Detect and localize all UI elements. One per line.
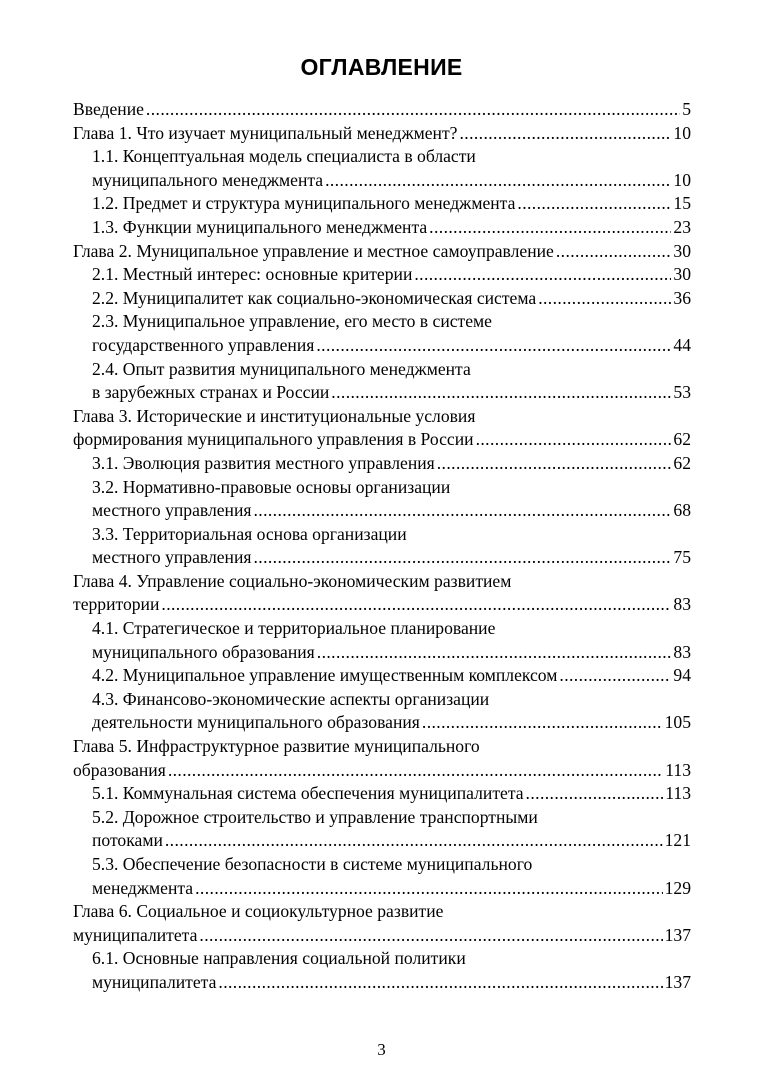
toc-entry-text: 6.1. Основные направления социальной политики [92, 948, 466, 969]
toc-entry-text: 3.2. Нормативно-правовые основы организации [92, 476, 451, 497]
toc-entry-text: 5.2. Дорожное строительство и управление транспортными [92, 806, 538, 827]
toc-entry-text: деятельности муниципального образования [92, 712, 420, 733]
toc-page-number: 137 [664, 924, 691, 945]
toc-entry-text: 2.3. Муниципальное управление, его место в системе [92, 311, 492, 332]
dot-leader [459, 122, 671, 146]
toc-line [73, 853, 691, 877]
toc-line [73, 145, 691, 169]
toc-entry-text: 2.4. Опыт развития муниципального менеджмента [92, 358, 471, 379]
dot-leader [161, 593, 671, 617]
toc-line [73, 617, 691, 641]
toc-entry-text: муниципалитета [92, 971, 217, 992]
toc-line [73, 688, 691, 712]
toc-page-number: 23 [673, 216, 691, 237]
toc-entry-text: в зарубежных странах и России [92, 382, 330, 403]
toc-entry-text: потоками [92, 830, 163, 851]
dot-leader [146, 98, 680, 122]
toc-entry-text: Глава 2. Муниципальное управление и местное самоуправление [73, 240, 554, 261]
dot-leader [325, 169, 671, 193]
toc-entry-text: муниципального образования [92, 641, 315, 662]
dot-leader [556, 240, 672, 264]
toc-entry-text: 3.1. Эволюция развития местного управления [92, 452, 435, 473]
toc-line [73, 829, 691, 853]
toc-line [73, 98, 691, 122]
toc-page-number: 10 [673, 122, 691, 143]
dot-leader [253, 499, 671, 523]
toc-line [73, 122, 691, 146]
toc-line [73, 877, 691, 901]
toc-line [73, 216, 691, 240]
toc-line [73, 240, 691, 264]
page-number: 3 [377, 1040, 386, 1059]
toc-page-number: 94 [673, 665, 691, 686]
toc-line [73, 169, 691, 193]
toc-line [73, 971, 691, 995]
toc-entry-text: 1.1. Концептуальная модель специалиста в области [92, 146, 476, 167]
toc-line [73, 593, 691, 617]
toc-line [73, 310, 691, 334]
toc-line [73, 546, 691, 570]
dot-leader [437, 452, 672, 476]
toc-page-number: 75 [673, 547, 691, 568]
toc-line [73, 924, 691, 948]
toc-page-number: 5 [682, 99, 691, 119]
toc-entry-text: территории [73, 594, 160, 615]
toc-line [73, 759, 691, 783]
toc-entry-text: Глава 6. Социальное и социокультурное развитие [73, 901, 444, 922]
toc-page-number: 68 [673, 500, 691, 521]
toc-entry-text: муниципального менеджмента [92, 169, 324, 190]
toc-entry-text: местного управления [92, 500, 252, 521]
toc-entry-text: Глава 1. Что изучает муниципальный менеджмент? [73, 122, 458, 143]
toc-page-number: 30 [673, 264, 691, 285]
dot-leader [168, 759, 663, 783]
toc-entry-text: 2.2. Муниципалитет как социально-экономическая система [92, 287, 537, 308]
dot-leader [538, 287, 671, 311]
dot-leader [218, 971, 662, 995]
toc-entry-text: формирования муниципального управления в России [73, 429, 474, 450]
toc-page-number: 105 [664, 712, 691, 733]
dot-leader [317, 641, 672, 665]
toc-entry-text: 5.1. Коммунальная система обеспечения муниципалитета [92, 783, 524, 804]
toc-line [73, 900, 691, 924]
toc-entry-text: 4.2. Муниципальное управление имущественным комплексом [92, 665, 558, 686]
dot-leader [429, 216, 671, 240]
toc-entry-text: Глава 4. Управление социально-экономическим развитием [73, 570, 512, 591]
toc-page-number: 15 [673, 193, 691, 214]
toc-entry-text: 2.1. Местный интерес: основные критерии [92, 264, 413, 285]
toc-line [73, 735, 691, 759]
toc-line [73, 381, 691, 405]
toc-entry-text: местного управления [92, 547, 252, 568]
toc-entry-text: Введение [73, 99, 144, 119]
toc-entry-text: 5.3. Обеспечение безопасности в системе муниципального [92, 854, 533, 874]
toc-line [73, 452, 691, 476]
dot-leader [165, 829, 663, 853]
toc-page-number: 113 [665, 759, 691, 780]
toc-page-number: 36 [673, 287, 691, 308]
toc-entry-text: 4.3. Финансово-экономические аспекты организации [92, 688, 490, 709]
toc-line [73, 947, 691, 971]
toc-page-number: 30 [673, 240, 691, 261]
toc-line [73, 428, 691, 452]
dot-leader [559, 664, 671, 688]
toc-page-number: 113 [665, 783, 691, 804]
toc-line [73, 806, 691, 830]
toc-line [73, 711, 691, 735]
dot-leader [195, 877, 662, 901]
toc-line [73, 664, 691, 688]
toc-entry-text: Глава 5. Инфраструктурное развитие муниципального [73, 736, 480, 757]
toc-line [73, 405, 691, 429]
toc-page-number: 53 [673, 382, 691, 403]
toc-entry-text: 1.2. Предмет и структура муниципального менеджмента [92, 193, 516, 214]
toc-page-number: 62 [673, 429, 691, 450]
toc-entry-text: муниципалитета [73, 924, 198, 945]
dot-leader [422, 711, 663, 735]
toc-entry-text: государственного управления [92, 334, 315, 355]
page-title: ОГЛАВЛЕНИЕ [300, 54, 463, 80]
dot-leader [476, 428, 672, 452]
toc-entry-text: 3.3. Территориальная основа организации [92, 523, 407, 544]
toc-line [73, 287, 691, 311]
toc-line [73, 476, 691, 500]
dot-leader [414, 263, 671, 287]
toc-page-number: 121 [664, 830, 691, 851]
toc-page-number: 83 [673, 641, 691, 662]
toc-page-number: 137 [664, 971, 691, 992]
toc-page-number: 44 [673, 334, 691, 355]
toc-line [73, 641, 691, 665]
toc-line [73, 782, 691, 806]
dot-leader [316, 334, 671, 358]
toc-line [73, 358, 691, 382]
toc-page-number: 83 [673, 594, 691, 615]
dot-leader [517, 192, 671, 216]
dot-leader [526, 782, 664, 806]
toc-line [73, 570, 691, 594]
toc-page-number: 62 [673, 452, 691, 473]
dot-leader [253, 546, 671, 570]
toc-line [73, 523, 691, 547]
toc-entry-text: менеджмента [92, 877, 194, 898]
dot-leader [199, 924, 662, 948]
toc-entry-text: образования [73, 759, 166, 780]
toc-page-number: 10 [673, 169, 691, 190]
toc-entry-text: 1.3. Функции муниципального менеджмента [92, 216, 428, 237]
toc-line [73, 263, 691, 287]
toc-line [73, 499, 691, 523]
toc-line [73, 334, 691, 358]
toc-page-number: 129 [664, 877, 691, 898]
table-of-contents [73, 98, 691, 995]
toc-entry-text: Глава 3. Исторические и институциональные условия [73, 405, 476, 426]
toc-line [73, 192, 691, 216]
toc-entry-text: 4.1. Стратегическое и территориальное планирование [92, 618, 496, 639]
dot-leader [331, 381, 671, 405]
